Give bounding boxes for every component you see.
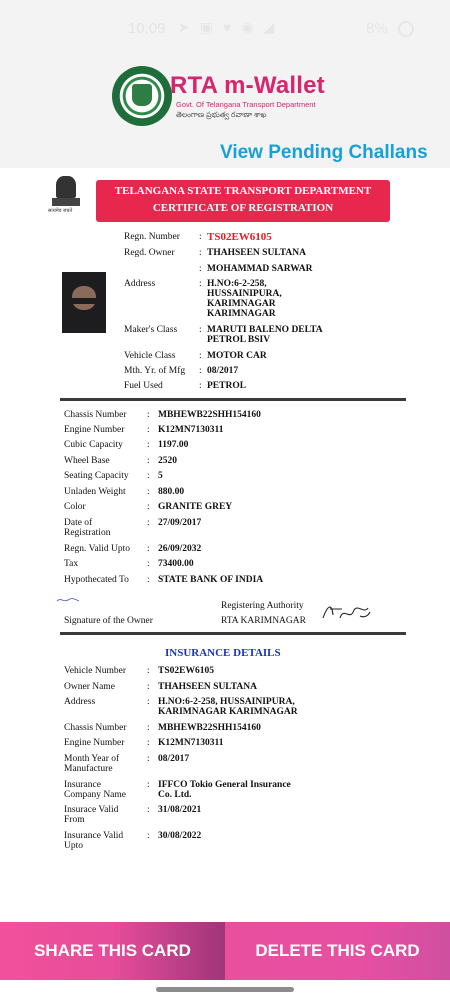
authority-signature <box>320 600 372 624</box>
field-value: MARUTI BALENO DELTA PETROL BSIV <box>207 325 323 345</box>
app-telugu-tagline: తెలంగాణ ప్రభుత్వ రవాణా శాఖ <box>176 110 267 119</box>
field-label: Regd. Owner <box>124 248 175 258</box>
divider <box>60 632 406 635</box>
registration-certificate-card <box>0 168 450 918</box>
field-value: 31/08/2021 <box>158 805 202 815</box>
field-value: TS02EW6105 <box>158 666 214 676</box>
field-value: THAHSEEN SULTANA <box>207 248 306 258</box>
field-value: MOTOR CAR <box>207 351 267 361</box>
field-label: Owner Name <box>64 682 115 692</box>
owner-photo <box>62 272 106 333</box>
field-label: Maker's Class <box>124 325 178 335</box>
app-logo <box>112 66 348 124</box>
field-label: Color <box>64 502 86 512</box>
field-label: Regn. Number <box>124 232 180 242</box>
field-colon: : <box>199 232 202 242</box>
field-label: Insurace Valid From <box>64 805 119 825</box>
field-colon: : <box>199 264 202 274</box>
ashoka-emblem-icon: सत्यमेव जयते <box>52 176 80 222</box>
field-label: Cubic Capacity <box>64 440 123 450</box>
app-subtitle: Govt. Of Telangana Transport Department <box>176 100 316 109</box>
field-value: 08/2017 <box>158 754 190 764</box>
field-value: 26/09/2032 <box>158 544 202 554</box>
field-colon: : <box>147 559 150 569</box>
field-colon: : <box>199 351 202 361</box>
field-label: Regn. Valid Upto <box>64 544 131 554</box>
field-label: Fuel Used <box>124 381 163 391</box>
field-label: Chassis Number <box>64 723 127 733</box>
field-colon: : <box>147 518 150 528</box>
field-value: MOHAMMAD SARWAR <box>207 264 313 274</box>
field-value: 27/09/2017 <box>158 518 202 528</box>
field-colon: : <box>199 325 202 335</box>
field-label: Address <box>64 697 96 707</box>
field-colon: : <box>199 366 202 376</box>
telegram-icon: ➤ <box>178 19 190 35</box>
field-colon: : <box>147 754 150 764</box>
field-label: Seating Capacity <box>64 471 129 481</box>
telangana-emblem-icon <box>112 66 172 126</box>
insurance-details-title: INSURANCE DETAILS <box>165 647 281 659</box>
battery-level: 8% <box>366 20 388 37</box>
field-label: Date of Registration <box>64 518 111 538</box>
field-colon: : <box>147 682 150 692</box>
heart-icon: ♥ <box>222 19 232 35</box>
field-colon: : <box>147 575 150 585</box>
field-colon: : <box>147 456 150 466</box>
field-label: Vehicle Number <box>64 666 126 676</box>
status-bar <box>0 16 450 42</box>
field-label: Address <box>124 279 156 289</box>
field-label: Chassis Number <box>64 410 127 420</box>
field-label: Mth. Yr. of Mfg <box>124 366 186 376</box>
wifi-icon: ◉ <box>241 19 254 35</box>
app-title: RTA m-Wallet <box>170 72 325 99</box>
field-colon: : <box>147 471 150 481</box>
certificate-header-banner <box>96 180 390 222</box>
field-colon: : <box>147 738 150 748</box>
field-colon: : <box>147 440 150 450</box>
field-label: Month Year of Manufacture <box>64 754 120 774</box>
owner-signature <box>56 596 80 604</box>
owner-signature-label: Signature of the Owner <box>64 616 153 626</box>
registering-authority-label: Registering Authority <box>221 601 304 611</box>
field-value: K12MN7130311 <box>158 425 224 435</box>
field-value: GRANITE GREY <box>158 502 233 512</box>
field-label: Hypothecated To <box>64 575 129 585</box>
field-value: MBHEWB22SHH154160 <box>158 723 261 733</box>
field-value: STATE BANK OF INDIA <box>158 575 264 585</box>
department-name: TELANGANA STATE TRANSPORT DEPARTMENT <box>114 185 372 197</box>
status-icons <box>178 19 274 36</box>
field-label: Insurance Valid Upto <box>64 831 124 851</box>
field-label: Tax <box>64 559 79 569</box>
field-colon: : <box>199 279 202 289</box>
field-value: 73400.00 <box>158 559 194 569</box>
field-label: Engine Number <box>64 425 125 435</box>
field-colon: : <box>147 502 150 512</box>
message-icon: ▣ <box>199 19 213 35</box>
field-colon: : <box>147 410 150 420</box>
field-colon: : <box>147 831 150 841</box>
delete-card-button[interactable]: DELETE THIS CARD <box>225 922 450 980</box>
field-value: 880.00 <box>158 487 185 497</box>
field-colon: : <box>147 697 150 707</box>
field-colon: : <box>199 248 202 258</box>
share-card-button[interactable]: SHARE THIS CARD <box>0 922 225 980</box>
home-gesture-handle[interactable] <box>156 987 294 992</box>
field-value: H.NO:6-2-258, HUSSAINIPURA, KARIMNAGAR KARIMNAGAR <box>158 697 298 717</box>
divider <box>60 398 406 401</box>
view-pending-challans-link[interactable]: View Pending Challans <box>220 142 428 163</box>
field-colon: : <box>147 487 150 497</box>
field-colon: : <box>147 544 150 554</box>
field-value: THAHSEEN SULTANA <box>158 682 257 692</box>
field-label: Wheel Base <box>64 456 110 466</box>
field-colon: : <box>147 425 150 435</box>
field-value: K12MN7130311 <box>158 738 224 748</box>
certificate-title: CERTIFICATE OF REGISTRATION <box>152 202 334 214</box>
field-label: Engine Number <box>64 738 125 748</box>
field-label: Vehicle Class <box>124 351 176 361</box>
field-value: PETROL <box>207 381 247 391</box>
status-time: 10:09 <box>128 20 166 37</box>
field-colon: : <box>147 780 150 790</box>
field-label: Unladen Weight <box>64 487 126 497</box>
field-colon: : <box>147 723 150 733</box>
field-value: MBHEWB22SHH154160 <box>158 410 261 420</box>
field-value: 08/2017 <box>207 366 239 376</box>
field-value: 2520 <box>158 456 177 466</box>
field-value: 5 <box>158 471 163 481</box>
field-value: 1197.00 <box>158 440 189 450</box>
field-colon: : <box>147 805 150 815</box>
field-value: TS02EW6105 <box>207 231 272 243</box>
registering-authority-value: RTA KARIMNAGAR <box>221 616 306 626</box>
field-value: H.NO:6-2-258, HUSSAINIPURA, KARIMNAGAR KARIMNAGAR <box>207 279 282 319</box>
field-value: 30/08/2022 <box>158 831 202 841</box>
field-colon: : <box>147 666 150 676</box>
loading-ring-icon <box>398 21 414 37</box>
signal-icon: ◢ <box>263 19 275 35</box>
field-colon: : <box>199 381 202 391</box>
field-value: IFFCO Tokio General Insurance Co. Ltd. <box>158 780 291 800</box>
field-label: Insurance Company Name <box>64 780 127 800</box>
